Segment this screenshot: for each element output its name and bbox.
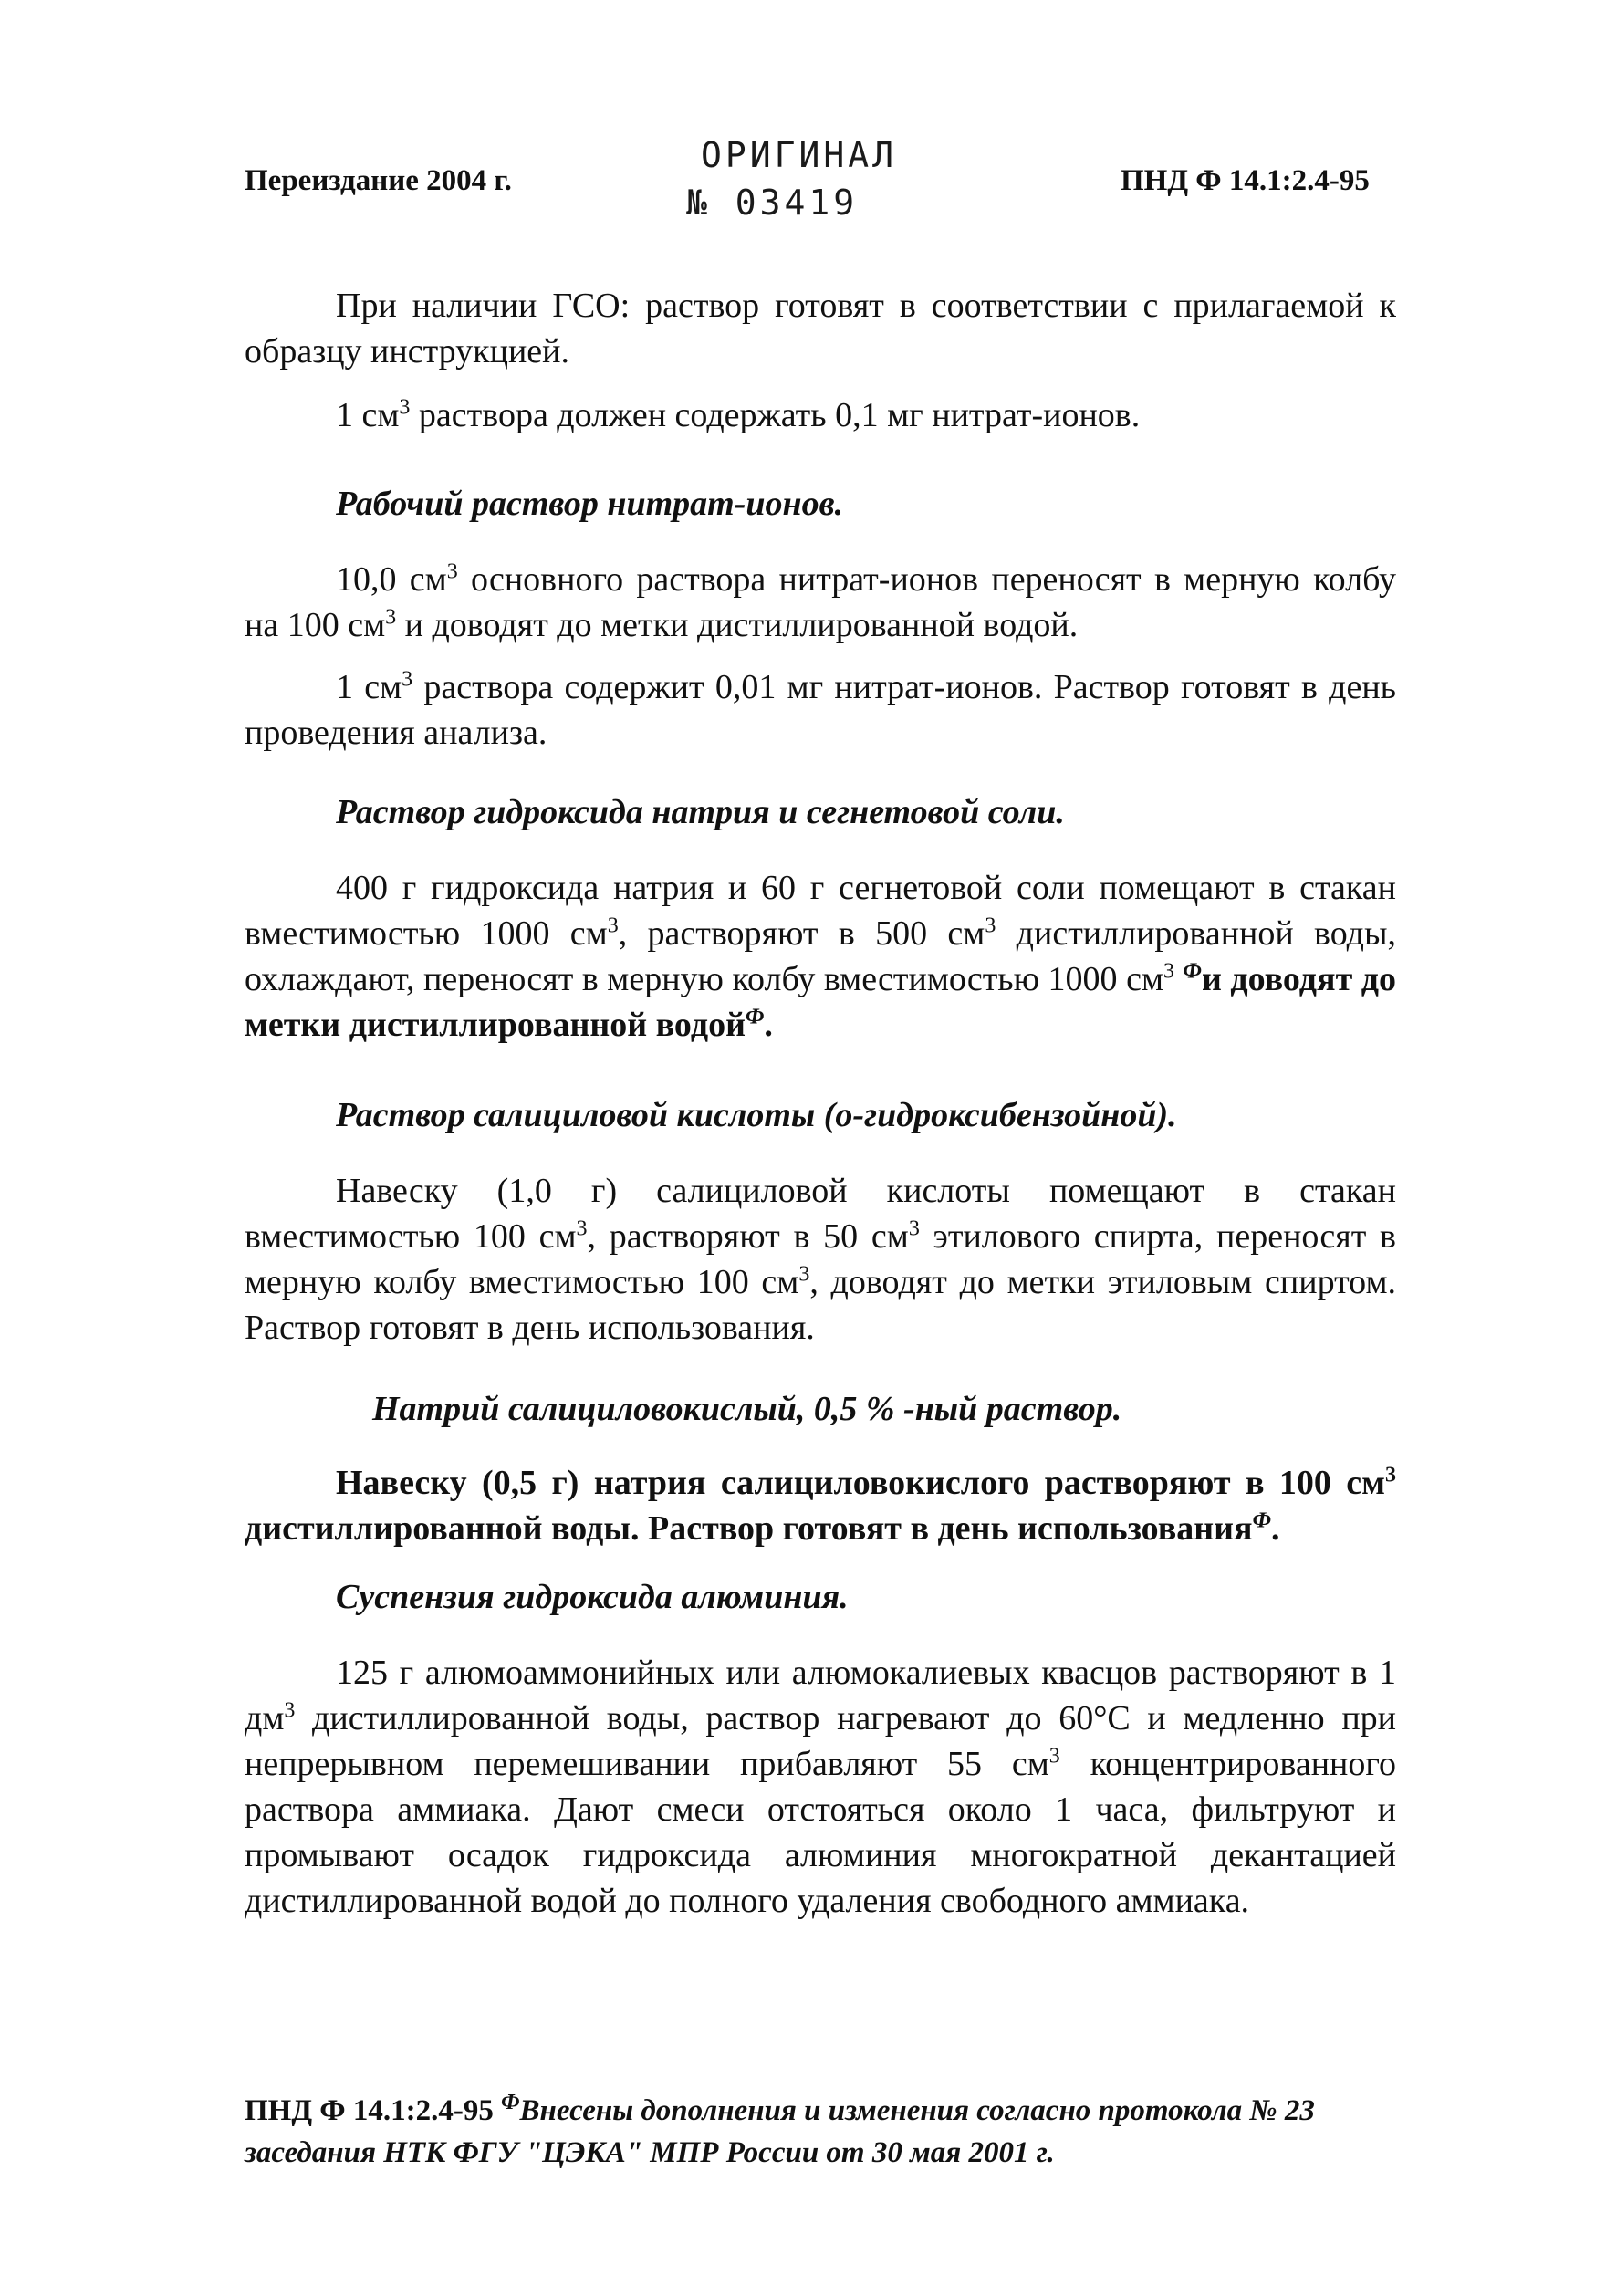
paragraph-salicylic-acid: Навеску (1,0 г) салициловой кислоты помещают в стакан вместимостью 100 $см^3$, растворяют в 50 $см^3$ этилового спирта, переносят в мерную колбу вместимостью 100 $см^3$, доводят до метки этиловым спиртом. Раствор готовят в день использования. xyxy=(245,1172,1396,1347)
footer-code: ПНД Ф 14.1:2.4-95 xyxy=(245,2094,494,2127)
footer-amendment-text: Внесены дополнения и изменения согласно протокола № 23 заседания НТК ФГУ "ЦЭКА" МПР России от 30 мая 2001 г. xyxy=(245,2094,1315,2169)
paragraph-concentration: 1 $см^3$ раствора должен содержать 0,1 мг нитрат-ионов. xyxy=(336,395,1141,434)
paragraph-working-solution: 10,0 $см^3$ основного раствора нитрат-ионов переносят в мерную колбу на 100 $см^3$ и доводят до метки дистиллированной водой. xyxy=(245,559,1396,644)
heading-salicylic-acid: Раствор салициловой кислоты (о-гидроксибензойной). xyxy=(336,1096,1177,1134)
paragraph-sodium-hydroxide: 400 г гидроксида натрия и 60 г сегнетовой соли помещают в стакан вместимостью 1000 $см^3$, растворяют в 500 $см^3$ дистиллированной воды, охлаждают, переносят в мерную колбу вместимостью 1000 $см^3$ $^Ф$и доводят до метки дистиллированной водой$^Ф$. xyxy=(245,869,1397,1044)
footer-note xyxy=(245,2090,1431,2174)
amendment-mark: Ф xyxy=(1183,959,1202,984)
paragraph-sodium-salicylate: Навеску (0,5 г) натрия салициловокислого растворяют в 100 $см^3$ дистиллированной воды. Раствор готовят в день использования$^Ф$. xyxy=(245,1463,1396,1548)
original-stamp-line1: ОРИГИНАЛ xyxy=(701,135,898,175)
amendment-mark: Ф xyxy=(1252,1508,1271,1533)
original-stamp-number: № 03419 xyxy=(686,183,859,223)
amendment-mark: Ф xyxy=(501,2091,520,2114)
heading-sodium-hydroxide: Раствор гидроксида натрия и сегнетовой соли. xyxy=(336,793,1065,831)
paragraph-aluminium-hydroxide: 125 г алюмоаммонийных или алюмокалиевых квасцов растворяют в 1 $дм^3$ дистиллированной воды, раствор нагревают до 60°С и медленно при непрерывном перемешивании прибавляют 55 $см^3$ концентрированного раствора аммиака. Дают смеси отстояться около 1 часа, фильтруют и промывают осадок гидроксида алюминия многократной декантацией дистиллированной водой до полного удаления свободного аммиака. xyxy=(245,1654,1397,1920)
document-code: ПНД Ф 14.1:2.4-95 xyxy=(1121,164,1370,197)
paragraph-working-content: 1 $см^3$ раствора содержит 0,01 мг нитрат-ионов. Раствор готовят в день проведения анализа. xyxy=(245,667,1396,752)
heading-sodium-salicylate: Натрий салициловокислый, 0,5 % -ный раствор. xyxy=(372,1390,1122,1428)
amendment-mark: Ф xyxy=(745,1005,765,1029)
heading-aluminium-hydroxide: Суспензия гидроксида алюминия. xyxy=(336,1578,849,1616)
paragraph-gso: При наличии ГСО: раствор готовят в соответствии с прилагаемой к образцу инструкцией. xyxy=(245,287,1396,370)
heading-working-solution: Рабочий раствор нитрат-ионов. xyxy=(336,485,844,523)
reprint-note: Переиздание 2004 г. xyxy=(245,164,512,197)
